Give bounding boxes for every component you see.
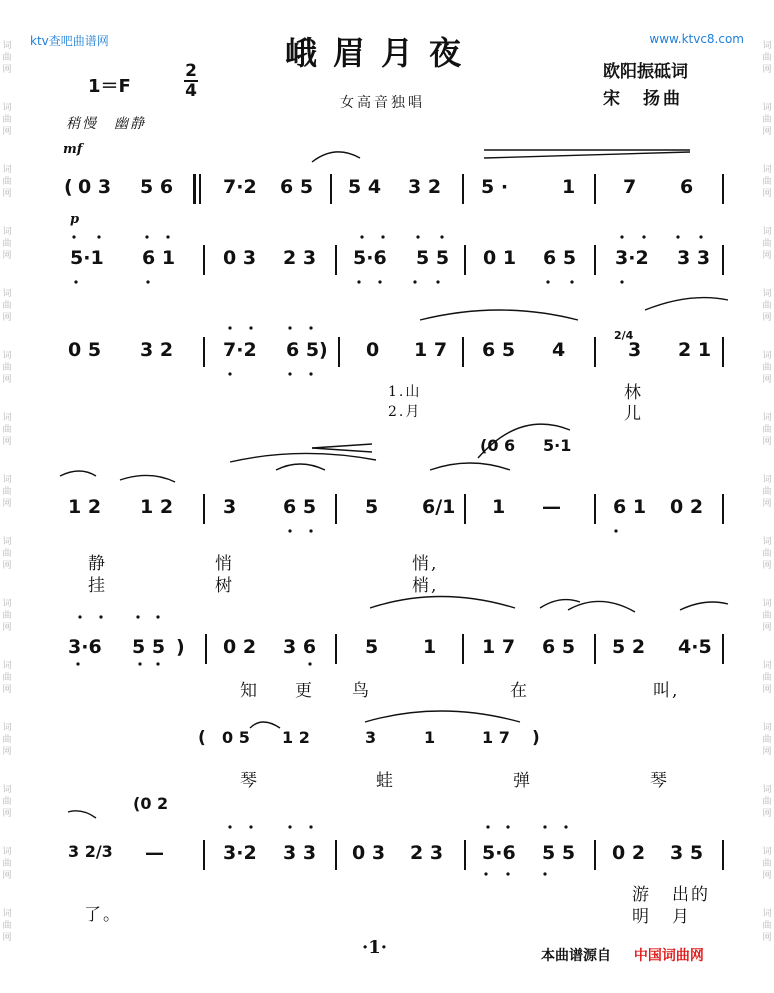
note-group: 5 4 [348,176,382,198]
note-group: ( [64,176,73,198]
note-group: 5 5 [132,636,166,658]
dynamic-p: p [70,212,80,227]
lyric: 月 [672,907,691,927]
note-group: 3 [365,728,377,747]
note-group: 6 5 [543,247,577,269]
note-group: 1 [562,176,576,198]
note-group: 3·2 [615,247,649,269]
time-sig-top: 2 [185,61,197,81]
lyric: 梢, [412,576,439,596]
note-group: 5 · [481,176,509,198]
note-group: 0 3 [352,842,386,864]
note-group: 5·1 [70,247,104,269]
song-title: 峨眉月夜 [285,34,478,72]
lyric: 琴 [650,771,669,791]
note-group: 0 3 [78,176,112,198]
note-group: 5 5 [542,842,576,864]
note-group: 4 [552,339,566,361]
note-group: 0 [366,339,380,361]
lyric: 了。 [84,905,122,925]
dynamic-mf: mf [63,142,83,157]
note-group: 3 5 [670,842,704,864]
side-watermark-left: 词 曲 网 词 曲 网 词 曲 网 词 曲 网 词 曲 网 词 曲 网 词 曲 网 词 曲 网 词 曲 网 词 曲 网 词 曲 网 词 曲 网 词 曲 网 词 曲 网 词 曲 网 [2,41,12,943]
lyric: 儿 [624,404,643,424]
hairpin-line [484,152,690,158]
source-prefix: 本曲谱源自 [541,948,611,964]
lyric: 悄 [215,554,234,574]
lyric: 蛙 [376,771,395,791]
note-group: 3 2 [408,176,442,198]
tempo-marking: 稍慢 幽静 [66,116,146,132]
note-group: 1 [424,728,436,747]
note-group: 6 5 [542,636,576,658]
note-group: 5 5 [416,247,450,269]
note-group: 1 2 [140,496,174,518]
slur [250,722,280,728]
note-group: 6 5 [283,496,317,518]
note-group: 6 5 [280,176,314,198]
note-group: 3·6 [68,636,102,658]
lyric: 知 [240,681,259,701]
lyric: 树 [215,576,234,596]
composer-credit: 宋 扬曲 [603,89,683,109]
slur [370,597,515,609]
slur [420,310,578,320]
key-signature: 1＝F [88,76,131,97]
slur [276,464,325,470]
note-group: 1 7 [482,636,516,658]
lyricist-credit: 欧阳振砥词 [603,62,688,82]
note-group: 0 3 [223,247,257,269]
source-site: 中国词曲网 [633,948,704,964]
lyric: 静 [88,554,107,574]
note-group: (0 2 [133,794,169,813]
note-group: 3 [628,339,642,361]
lyric: 明 [632,907,651,927]
note-group: 5 6 [140,176,174,198]
lyric: 弹 [513,771,532,791]
lyric: 叫, [653,681,680,701]
hairpin-line [312,448,372,452]
slur [312,152,360,162]
dash: — [542,496,561,518]
lyric: 游 [632,885,651,905]
lyric: 悄, [412,554,439,574]
lyric: 2.月 [388,404,422,420]
page-number: ·1· [362,937,388,958]
note-group: 7 [623,176,637,198]
note-group: 0 1 [483,247,517,269]
paren: ) [176,636,185,658]
note-group: 2 1 [678,339,712,361]
watermark-right: www.ktvc8.com [649,32,744,46]
note-group: 6 1 [142,247,176,269]
source-credit [541,945,704,965]
slur [68,811,96,818]
note-group: 5·6 [353,247,387,269]
note-group: 1 2 [282,728,310,747]
note-group: 5 [365,496,379,518]
lyric: 1.山 [388,384,422,400]
lyric: 挂 [88,576,107,596]
subtitle: 女高音独唱 [340,95,425,111]
note-group: 6 [680,176,694,198]
slur [645,298,728,310]
slur [568,601,635,612]
lyric: 琴 [240,771,259,791]
note-group: 7·2 [223,339,257,361]
side-watermark-right: 词 曲 网 词 曲 网 词 曲 网 词 曲 网 词 曲 网 词 曲 网 词 曲 网 词 曲 网 词 曲 网 词 曲 网 词 曲 网 词 曲 网 词 曲 网 词 曲 网 词 曲 网 [762,41,772,943]
note-group: 1 2 [68,496,102,518]
note-group: 1 7 [414,339,448,361]
slur [230,453,376,462]
note-group: 7·2 [223,176,257,198]
note-group: 6 5 [482,339,516,361]
hairpin-line [312,444,372,448]
meter-change: 2/4 [614,329,634,342]
note-group: 0 5 [222,728,250,747]
note-group: 0 2 [223,636,257,658]
note-group: 0 2 [612,842,646,864]
slur [478,424,570,458]
note-group: 2 3 [410,842,444,864]
note-group: 1 [423,636,437,658]
note-group: 3 [223,496,237,518]
note-group: 0 2 [670,496,704,518]
slur [430,463,510,470]
note-group: 4·5 [678,636,712,658]
lyric: 在 [510,681,529,701]
note-group: 5 2 [612,636,646,658]
paren: ) [532,728,540,748]
note-group: 0 5 [68,339,102,361]
note-group: 1 7 [482,728,510,747]
note-group: 3·2 [223,842,257,864]
note-group: 2 3 [283,247,317,269]
note-group: 5 [365,636,379,658]
note-group: 5·6 [482,842,516,864]
slur [120,475,175,482]
note-group: (0 6 [480,436,516,455]
note-group: 3 2/3 [68,842,113,861]
note-group: 5·1 [543,436,572,455]
note-group: 6 1 [613,496,647,518]
note-group: 3 2 [140,339,174,361]
note-group: 1 [492,496,506,518]
note-group: 3 3 [283,842,317,864]
watermark-left: ktv查吧曲谱网 [30,34,109,48]
dash: — [145,842,164,864]
slur [60,471,96,476]
note-group: 3 6 [283,636,317,658]
note-group: 3 3 [677,247,711,269]
note-group: 6 5) [286,339,328,361]
paren: ( [198,728,206,748]
lyric: 更 [295,681,314,701]
note-group: 6/1 [422,496,456,518]
lyric: 林 [624,383,643,403]
lyric: 出的 [672,885,710,905]
time-sig-bottom: 4 [185,81,197,101]
slur [365,711,520,722]
lyric: 鸟 [352,681,371,701]
slur [680,602,728,610]
